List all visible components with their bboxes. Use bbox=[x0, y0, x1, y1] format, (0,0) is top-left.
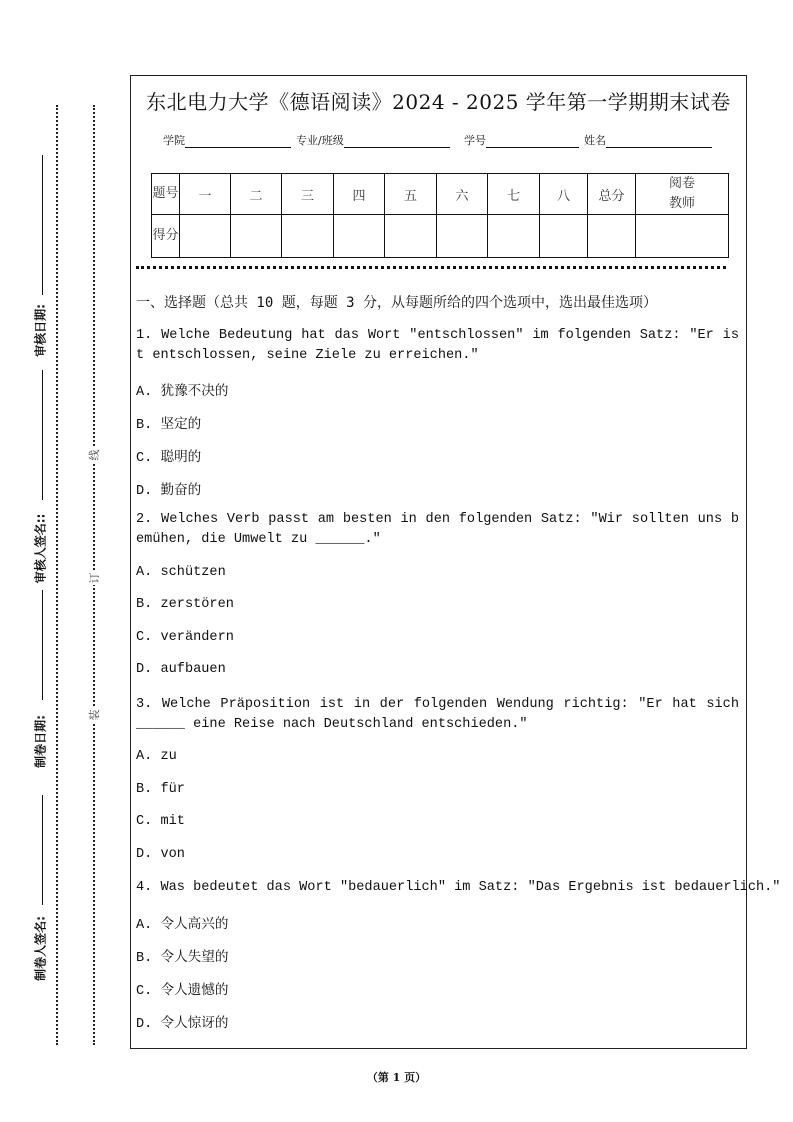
option-3d[interactable]: D. von bbox=[136, 847, 185, 862]
question-4: 4. Was bedeutet das Wort "bedauerlich" im Satz: "Das Ergebnis ist bedauerlich." bbox=[136, 880, 781, 895]
header-cell: 一 bbox=[180, 174, 231, 215]
option-2d[interactable]: D. aufbauen bbox=[136, 662, 226, 677]
option-3c[interactable]: C. mit bbox=[136, 814, 185, 829]
score-row bbox=[152, 215, 729, 258]
score-cell[interactable] bbox=[437, 215, 488, 258]
college-label: 学院 bbox=[163, 134, 185, 147]
score-cell[interactable] bbox=[385, 215, 437, 258]
option-4d[interactable]: D. 令人惊讶的 bbox=[136, 1017, 229, 1032]
reviewer-sign-line bbox=[42, 370, 43, 500]
score-cell[interactable] bbox=[334, 215, 385, 258]
score-cell[interactable] bbox=[282, 215, 334, 258]
question-3: 3. Welche Präposition ist in der folgenden Wendung richtig: "Er hat sich ______ eine Reise nach Deutschland entschieden." bbox=[136, 697, 739, 732]
option-2c[interactable]: C. verändern bbox=[136, 630, 234, 645]
header-cell: 二 bbox=[231, 174, 282, 215]
option-2b[interactable]: B. zerstören bbox=[136, 597, 234, 612]
name-field[interactable] bbox=[584, 132, 712, 148]
score-cell[interactable] bbox=[540, 215, 588, 258]
option-3b[interactable]: B. für bbox=[136, 782, 185, 797]
score-cell[interactable] bbox=[180, 215, 231, 258]
make-date-line bbox=[42, 590, 43, 700]
student-id-field[interactable] bbox=[464, 132, 579, 148]
option-4a[interactable]: A. 令人高兴的 bbox=[136, 918, 229, 933]
score-table-header bbox=[152, 174, 729, 215]
header-cell: 八 bbox=[540, 174, 588, 215]
name-label: 姓名 bbox=[584, 134, 606, 147]
question-1: 1. Welche Bedeutung hat das Wort "entschlossen" im folgenden Satz: "Er ist entschlossen, seine Ziele zu erreichen." bbox=[136, 328, 739, 363]
header-cell: 四 bbox=[334, 174, 385, 215]
make-date-label: 制卷日期: bbox=[33, 715, 48, 768]
header-cell: 七 bbox=[488, 174, 540, 215]
option-1d[interactable]: D. 勤奋的 bbox=[136, 484, 202, 499]
major-label: 专业/班级 bbox=[296, 134, 344, 147]
option-3a[interactable]: A. zu bbox=[136, 749, 177, 764]
review-date-label: 审核日期: bbox=[33, 304, 48, 357]
cut-line-outer bbox=[56, 105, 58, 1045]
dotted-separator bbox=[136, 266, 726, 269]
option-1a[interactable]: A. 犹豫不决的 bbox=[136, 385, 229, 400]
student-id-label: 学号 bbox=[464, 134, 486, 147]
maker-sign-line bbox=[42, 795, 43, 905]
question-2: 2. Welches Verb passt am besten in den folgenden Satz: "Wir sollten uns bemühen, die Umwelt zu ______." bbox=[136, 512, 739, 547]
review-date-line bbox=[42, 155, 43, 295]
major-field[interactable] bbox=[296, 132, 450, 148]
option-4c[interactable]: C. 令人遗憾的 bbox=[136, 984, 229, 999]
header-cell: 题号 bbox=[152, 174, 180, 215]
college-field[interactable] bbox=[163, 132, 291, 148]
score-cell[interactable] bbox=[636, 215, 729, 258]
binding-mark-bind: 装 bbox=[88, 709, 101, 721]
score-row-label: 得分 bbox=[152, 215, 180, 258]
binding-mark-line: 线 bbox=[88, 449, 101, 461]
option-2a[interactable]: A. schützen bbox=[136, 565, 226, 580]
header-cell: 三 bbox=[282, 174, 334, 215]
page-number: （第 1 页） bbox=[366, 1071, 427, 1084]
header-cell: 六 bbox=[437, 174, 488, 215]
score-cell[interactable] bbox=[488, 215, 540, 258]
header-cell: 阅卷教师 bbox=[636, 174, 729, 215]
option-1b[interactable]: B. 坚定的 bbox=[136, 418, 202, 433]
maker-sign-label: 制卷人签名: bbox=[33, 916, 48, 981]
score-table bbox=[151, 173, 729, 258]
reviewer-sign-label: 审核人签名:: bbox=[33, 513, 48, 584]
binding-mark-staple: 订 bbox=[88, 572, 101, 584]
option-4b[interactable]: B. 令人失望的 bbox=[136, 951, 229, 966]
score-cell[interactable] bbox=[231, 215, 282, 258]
section-heading: 一、选择题（总共 10 题，每题 3 分，从每题所给的四个选项中，选出最佳选项） bbox=[136, 295, 657, 311]
score-cell[interactable] bbox=[588, 215, 636, 258]
option-1c[interactable]: C. 聪明的 bbox=[136, 451, 202, 466]
header-cell: 总分 bbox=[588, 174, 636, 215]
header-cell: 五 bbox=[385, 174, 437, 215]
exam-title: 东北电力大学《德语阅读》2024 - 2025 学年第一学期期末试卷 bbox=[146, 90, 731, 114]
